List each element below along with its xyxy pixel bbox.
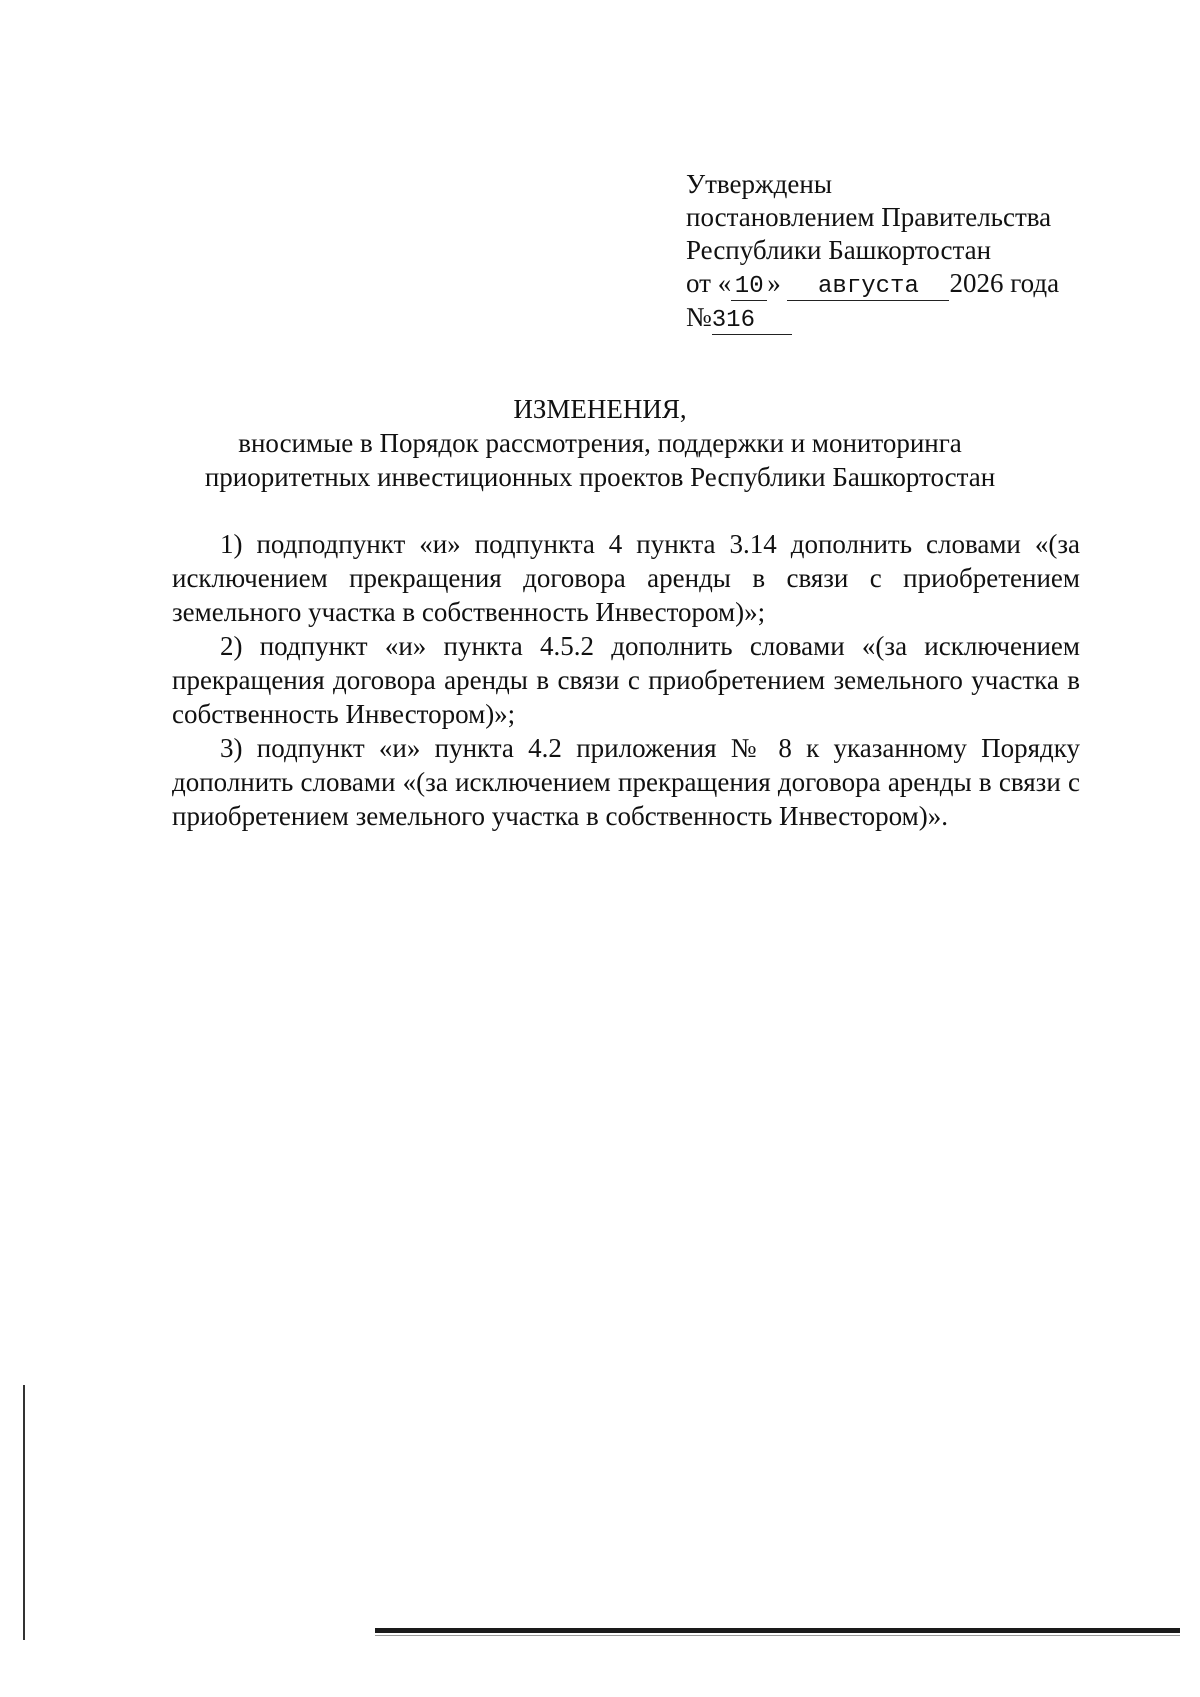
approval-day: 10 (731, 274, 767, 301)
approval-number: 316 (712, 308, 792, 335)
approval-month: августа (787, 274, 949, 301)
date-day-close: » (767, 268, 781, 298)
document-subtitle-line-2: приоритетных инвестиционных проектов Республики Башкортостан (204, 462, 996, 492)
approval-block (686, 168, 1106, 335)
approval-line-1: Утверждены (686, 169, 832, 199)
amendments-list (172, 527, 1080, 833)
amendment-item-1: 1) подподпункт «и» подпункта 4 пункта 3.14 дополнить словами «(за исключением прекращения договора аренды в связи с приобретением земельного участка в собственность Инвестором)»; (172, 529, 1080, 627)
document-subtitle-line-1: вносимые в Порядок рассмотрения, поддержки и мониторинга (238, 428, 962, 458)
amendment-item-2: 2) подпункт «и» пункта 4.5.2 дополнить словами «(за исключением прекращения договора аренды в связи с приобретением земельного участка в собственность Инвестором)»; (172, 631, 1080, 729)
date-prefix: от « (686, 268, 732, 298)
amendment-item-3: 3) подпункт «и» пункта 4.2 приложения № 8 к указанному Порядку дополнить словами «(за исключением прекращения договора аренды в связи с приобретением земельного участка в собственность Инвестором)». (172, 733, 1080, 831)
approval-line-3: Республики Башкортостан (686, 235, 992, 265)
scan-bottom-edge-line (375, 1628, 1180, 1633)
approval-line-2: постановлением Правительства (686, 202, 1052, 232)
number-prefix: № (686, 302, 712, 332)
document-title: ИЗМЕНЕНИЯ, (513, 394, 687, 424)
approval-year: 2026 года (949, 268, 1060, 298)
approval-date-line (686, 267, 1106, 301)
scan-bottom-edge-shadow (375, 1635, 1180, 1636)
scan-margin-line (23, 1385, 25, 1640)
approval-number-line (686, 301, 1106, 335)
